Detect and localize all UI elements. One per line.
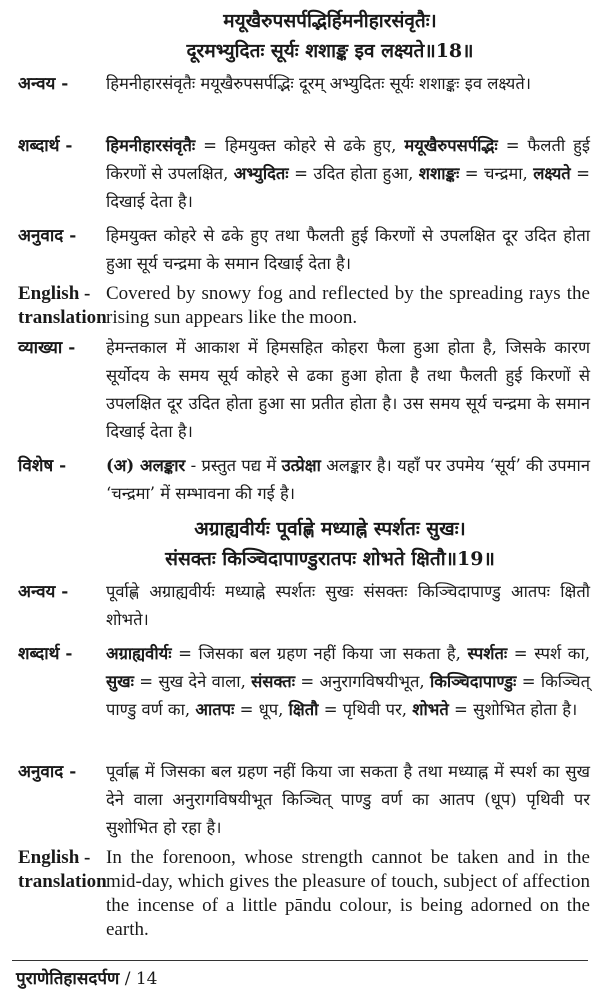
vyakhya-18 <box>0 334 600 446</box>
verse-18-line-1: मयूखैरुपसर्पद्भिर्हिमनीहारसंवृतैः। <box>223 10 437 32</box>
definition: = फैलती हुई किरणों से उपलक्षित, <box>106 136 590 183</box>
anvay-19 <box>0 578 600 634</box>
shabdarth-text <box>106 132 600 216</box>
anvay-18 <box>0 70 600 98</box>
term: स्पर्शतः <box>467 644 508 663</box>
english-label <box>0 846 106 942</box>
english-label-line-2: translation <box>18 307 107 328</box>
english-text: In the forenoon, whose strength cannot be taken and in the mid-day, which gives the pleasure of touch, subject of affection the incense of a little pāndu colour, is being adorned on the earth. <box>106 847 590 940</box>
definition: = दिखाई देता है। <box>106 164 590 211</box>
term: हिमनीहारसंवृतैः <box>106 136 196 155</box>
definition: = अनुरागविषयीभूत, <box>295 672 430 691</box>
definition: = हिमयुक्त कोहरे से ढके हुए, <box>195 136 405 155</box>
anuvad-18 <box>0 222 600 278</box>
definition: = उदित होता हुआ, <box>288 164 419 183</box>
anuvad-text: पूर्वाह्ण में जिसका बल ग्रहण नहीं किया जा सकता है तथा मध्याह्न में स्पर्श का सुख देने वाला अनुरागविषयीभूत किञ्चित् पाण्डु वर्ण का आतप (धूप) पृथिवी पर सुशोभित हो रहा है। <box>106 762 590 837</box>
verse-18 <box>0 6 600 66</box>
definition: = जिसका बल ग्रहण नहीं किया जा सकता है, <box>171 644 468 663</box>
term: उत्प्रेक्षा <box>281 456 321 475</box>
anuvad-19 <box>0 758 600 842</box>
anuvad-text: हिमयुक्त कोहरे से ढके हुए तथा फैलती हुई किरणों से उपलक्षित दूर उदित होता हुआ सूर्य चन्द्रमा के समान दिखाई देता है। <box>106 226 590 273</box>
vishesh-text <box>106 452 600 508</box>
definition: = धूप, <box>234 700 289 719</box>
shabdarth-label: शब्दार्थ - <box>18 136 73 156</box>
shabdarth-label: शब्दार्थ - <box>18 644 73 664</box>
anvay-label: अन्वय - <box>18 74 69 94</box>
definition: अलङ्कार है। यहाँ पर उपमेय ‘सूर्य’ की उपमान ‘चन्द्रमा’ में सम्भावना की गई है। <box>106 456 590 503</box>
verse-19-line-2: संसक्तः किञ्चिदापाण्डुरातपः शोभते क्षितौ॥19॥ <box>165 548 495 570</box>
vishesh-18 <box>0 452 600 508</box>
vyakhya-text: हेमन्तकाल में आकाश में हिमसहित कोहरा फैला हुआ होता है, जिसके कारण सूर्योदय के समय सूर्य कोहरे से ढका हुआ होता है तथा फैलती हुई किरणों से उपलक्षित दूर उदित होता हुआ सा प्रतीत होता है। उस समय सूर्य चन्द्रमा के समान दिखाई देता है। <box>106 338 590 441</box>
term: लक्ष्यते <box>533 164 571 183</box>
anvay-label: अन्वय - <box>18 582 69 602</box>
verse-19-line-1: अग्राह्यवीर्यः पूर्वाह्णे मध्याह्ने स्पर्शतः सुखः। <box>194 518 466 540</box>
term: (अ) अलङ्कार <box>106 456 186 475</box>
term: संसक्तः <box>251 672 296 691</box>
anvay-text: पूर्वाह्णे अग्राह्यवीर्यः मध्याह्ने स्पर्शतः सुखः संसक्तः किञ्चिदापाण्डु आतपः क्षितौ शोभते। <box>106 582 590 629</box>
term: अभ्युदितः <box>233 164 289 183</box>
shabdarth-text <box>106 640 600 724</box>
definition: = चन्द्रमा, <box>459 164 534 183</box>
definition: = सुख देने वाला, <box>133 672 252 691</box>
shabdarth-18 <box>0 132 600 216</box>
term: सुखः <box>106 672 134 691</box>
book-title: पुराणेतिहासदर्पण <box>16 969 120 989</box>
english-label-line-2: translation <box>18 871 107 892</box>
verse-19 <box>0 514 600 574</box>
term: आतपः <box>195 700 235 719</box>
anvay-text: हिमनीहारसंवृतैः मयूखैरुपसर्पद्भिः दूरम् अभ्युदितः सूर्यः शशाङ्कः इव लक्ष्यते। <box>106 74 531 93</box>
page-number: / 14 <box>119 969 158 989</box>
page-footer <box>16 966 157 989</box>
verse-18-line-2: दूरमभ्युदितः सूर्यः शशाङ्क इव लक्ष्यते॥18॥ <box>186 40 474 62</box>
footer-divider <box>12 960 588 961</box>
english-label-line-1: English - <box>18 283 91 304</box>
english-label <box>0 282 106 330</box>
definition: = सुशोभित होता है। <box>448 700 578 719</box>
term: अग्राह्यवीर्यः <box>106 644 172 663</box>
definition: = पृथिवी पर, <box>318 700 413 719</box>
english-label-line-1: English - <box>18 847 91 868</box>
shabdarth-19 <box>0 640 600 724</box>
english-18 <box>0 282 600 330</box>
term: शोभते <box>412 700 449 719</box>
term: क्षितौ <box>288 700 319 719</box>
term: शशाङ्कः <box>418 164 460 183</box>
definition: = किञ्चित् पाण्डु वर्ण का, <box>106 672 590 719</box>
definition: - प्रस्तुत पद्य में <box>185 456 282 475</box>
english-19 <box>0 846 600 942</box>
vishesh-label: विशेष - <box>18 456 67 476</box>
definition: = स्पर्श का, <box>507 644 590 663</box>
term: मयूखैरुपसर्पद्भिः <box>404 136 498 155</box>
english-text: Covered by snowy fog and reflected by the spreading rays the rising sun appears like the moon. <box>106 283 590 328</box>
term: किञ्चिदापाण्डुः <box>429 672 517 691</box>
vyakhya-label: व्याख्या - <box>18 338 76 358</box>
anuvad-label: अनुवाद - <box>18 226 77 246</box>
anuvad-label: अनुवाद - <box>18 762 77 782</box>
